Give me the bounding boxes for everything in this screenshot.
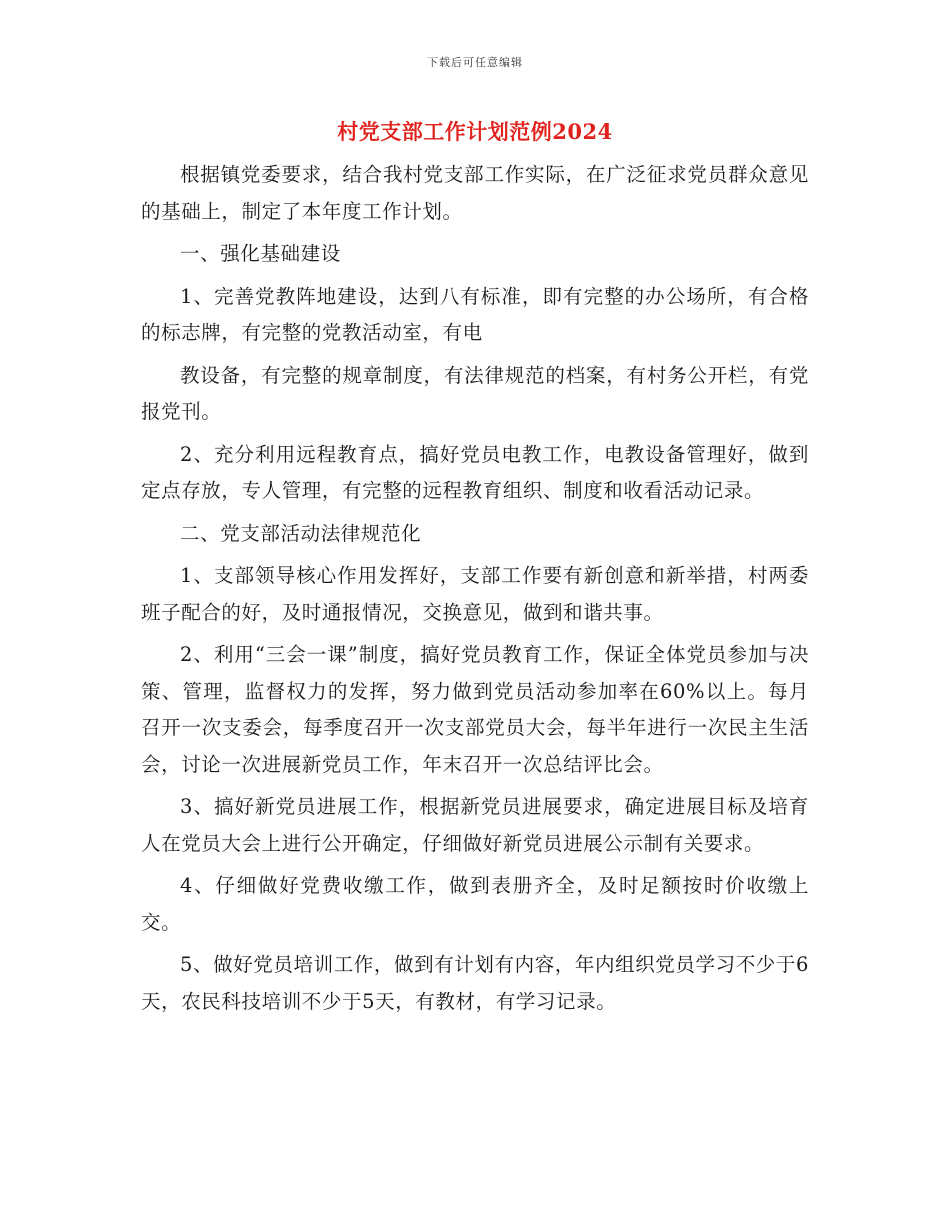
paragraph-2-3: 3、搞好新党员进展工作，根据新党员进展要求，确定进展目标及培育人在党员大会上进行公开确定，仔细做好新党员进展公示制有关要求。 [141, 795, 809, 855]
paragraph-intro: 根据镇党委要求，结合我村党支部工作实际，在广泛征求党员群众意见的基础上，制定了本年度工作计划。 [141, 163, 809, 223]
paragraph-1-1a: 1、完善党教阵地建设，达到八有标准，即有完整的办公场所，有合格的标志牌，有完整的党教活动室，有电 [141, 284, 809, 344]
paragraph-1-2: 2、充分利用远程教育点，搞好党员电教工作，电教设备管理好，做到定点存放，专人管理，有完整的远程教育组织、制度和收看活动记录。 [141, 442, 809, 502]
section-heading-1: 一、强化基础建设 [180, 242, 341, 265]
paragraph-2-1: 1、支部领导核心作用发挥好，支部工作要有新创意和新举措，村两委班子配合的好，及时通报情况，交换意见，做到和谐共事。 [141, 564, 809, 624]
document-title: 村党支部工作计划范例2024 [337, 119, 613, 144]
section-heading-2: 二、党支部活动法律规范化 [180, 521, 422, 545]
header-note: 下载后可任意编辑 [427, 56, 523, 69]
paragraph-2-5: 5、做好党员培训工作，做到有计划有内容，年内组织党员学习不少于6天，农民科技培训不少于5天，有教材，有学习记录。 [141, 953, 810, 1013]
paragraph-2-4: 4、仔细做好党费收缴工作，做到表册齐全，及时足额按时价收缴上交。 [141, 874, 809, 934]
paragraph-1-1b: 教设备，有完整的规章制度，有法律规范的档案，有村务公开栏，有党报党刊。 [141, 363, 809, 423]
paragraph-2-2: 2、利用“三会一课”制度，搞好党员教育工作，保证全体党员参加与决策、管理，监督权力的发挥，努力做到党员活动参加率在60%以上。每月召开一次支委会，每季度召开一次支部党员大会，每半年进行一次民主生活会，讨论一次进展新党员工作，年末召开一次总结评比会。 [141, 643, 809, 776]
document-body [141, 157, 809, 1026]
